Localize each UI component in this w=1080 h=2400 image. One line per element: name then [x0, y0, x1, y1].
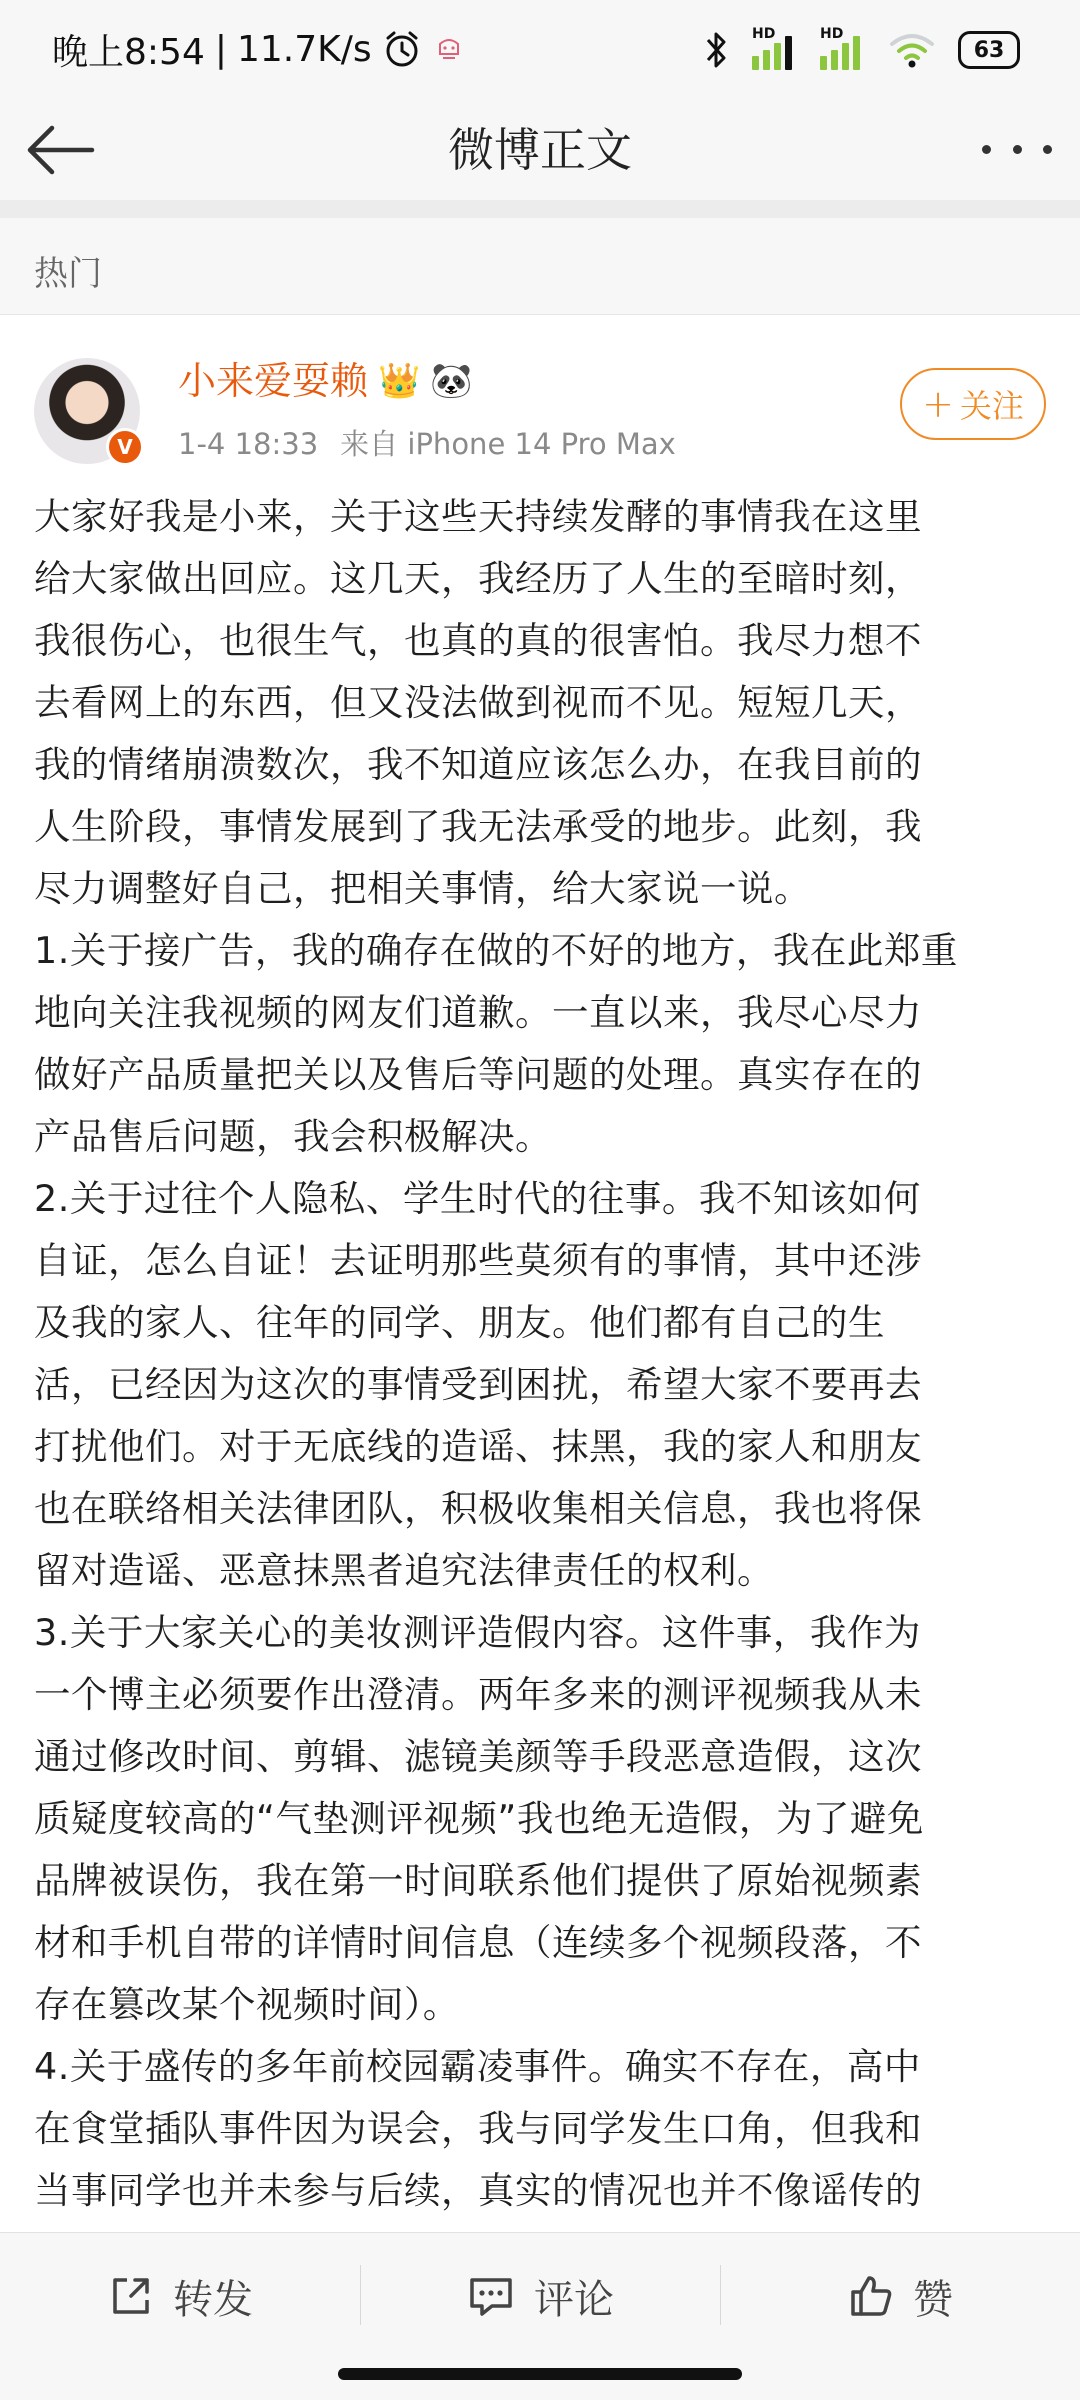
thumbs-up-icon [847, 2272, 895, 2320]
post-source: 来自 iPhone 14 Pro Max [340, 427, 676, 461]
post-line: 自证，怎么自证！去证明那些莫须有的事情，其中还涉 [34, 1239, 922, 1282]
post-line: 品牌被误伤，我在第一时间联系他们提供了原始视频素 [34, 1859, 922, 1902]
post-line: 给大家做出回应。这几天，我经历了人生的至暗时刻， [34, 557, 922, 600]
post-line: 一个博主必须要作出澄清。两年多来的测评视频我从未 [34, 1673, 922, 1716]
status-left [52, 24, 466, 74]
comment-icon [466, 2272, 516, 2320]
alarm-icon [382, 29, 422, 69]
repost-button[interactable] [0, 2233, 360, 2359]
post-line: 1.关于接广告，我的确存在做的不好的地方，我在此郑重 [34, 929, 958, 972]
post-line: 地向关注我视频的网友们道歉。一直以来，我尽心尽力 [34, 991, 922, 1034]
follow-button[interactable] [900, 368, 1046, 440]
post-line: 2.关于过往个人隐私、学生时代的往事。我不知该如何 [34, 1177, 921, 1220]
comment-label: 评论 [534, 2276, 614, 2323]
author-name-row[interactable] [178, 356, 473, 406]
post-line: 尽力调整好自己，把相关事情，给大家说一说。 [34, 867, 811, 910]
post-line: 做好产品质量把关以及售后等问题的处理。真实存在的 [34, 1053, 922, 1096]
wifi-icon [888, 30, 936, 70]
post-line: 也在联络相关法律团队，积极收集相关信息，我也将保 [34, 1487, 922, 1530]
signal-hd-label: HD [752, 26, 776, 42]
hot-tag-row [0, 218, 1080, 315]
post-line: 活，已经因为这次的事情受到困扰，希望大家不要再去 [34, 1363, 922, 1406]
post-line: 留对造谣、恶意抹黑者追究法律责任的权利。 [34, 1549, 774, 1592]
post-line: 当事同学也并未参与后续，真实的情况也并不像谣传的 [34, 2169, 922, 2212]
post-body [34, 486, 1050, 2222]
plus-icon: + [922, 382, 954, 426]
battery-icon [958, 31, 1020, 69]
post-date: 1-4 18:33 [178, 427, 319, 461]
action-bar [0, 2232, 1080, 2359]
bluetooth-icon [704, 28, 730, 72]
post-line: 在食堂插队事件因为误会，我与同学发生口角，但我和 [34, 2107, 922, 2150]
post-line: 打扰他们。对于无底线的造谣、抹黑，我的家人和朋友 [34, 1425, 922, 1468]
post-line: 4.关于盛传的多年前校园霸凌事件。确实不存在，高中 [34, 2045, 921, 2088]
title-bar [0, 100, 1080, 200]
comment-button[interactable] [360, 2233, 720, 2359]
status-separator: | [214, 28, 227, 70]
status-bar [0, 0, 1080, 100]
verified-label: V [117, 435, 133, 459]
post-line: 及我的家人、往年的同学、朋友。他们都有自己的生 [34, 1301, 885, 1344]
share-icon [107, 2272, 155, 2320]
signal-icon [752, 26, 798, 70]
post-line: 3.关于大家关心的美妆测评造假内容。这件事，我作为 [34, 1611, 921, 1654]
home-indicator[interactable] [338, 2368, 742, 2380]
hot-tag-label[interactable]: 热门 [34, 254, 102, 294]
author-name[interactable]: 小来爱耍赖 [178, 359, 369, 403]
like-label: 赞 [913, 2276, 953, 2323]
post-line: 产品售后问题，我会积极解决。 [34, 1115, 552, 1158]
divider [0, 200, 1080, 218]
post-line: 去看网上的东西，但又没法做到视而不见。短短几天， [34, 681, 922, 724]
status-time: 晚上8:54 [52, 31, 205, 73]
signal-icon [820, 26, 866, 70]
post-meta [178, 424, 676, 464]
author-header [0, 340, 1080, 480]
notification-icon [432, 32, 466, 66]
signal-hd-label: HD [820, 26, 844, 42]
more-dots-icon[interactable] [982, 134, 1052, 164]
like-button[interactable] [720, 2233, 1080, 2359]
post-line: 质疑度较高的“气垫测评视频”我也绝无造假，为了避免 [34, 1797, 924, 1840]
post-line: 人生阶段，事情发展到了我无法承受的地步。此刻，我 [34, 805, 922, 848]
repost-label: 转发 [173, 2276, 253, 2323]
post-line: 材和手机自带的详情时间信息（连续多个视频段落，不 [34, 1921, 922, 1964]
post-line: 我很伤心，也很生气，也真的真的很害怕。我尽力想不 [34, 619, 922, 662]
status-net-speed: 11.7K/s [236, 28, 372, 70]
crown-icon: 👑 [378, 361, 421, 401]
status-right [704, 22, 1020, 78]
follow-label: 关注 [959, 387, 1024, 425]
post-line: 我的情绪崩溃数次，我不知道应该怎么办，在我目前的 [34, 743, 922, 786]
page-title: 微博正文 [448, 123, 632, 177]
battery-level: 63 [973, 37, 1005, 63]
post-line: 存在篡改某个视频时间）。 [34, 1983, 460, 2026]
post-line: 大家好我是小来，关于这些天持续发酵的事情我在这里 [34, 495, 922, 538]
post-line: 通过修改时间、剪辑、滤镜美颜等手段恶意造假，这次 [34, 1735, 922, 1778]
verified-v-icon [106, 428, 144, 466]
panda-icon: 🐼 [430, 361, 473, 401]
